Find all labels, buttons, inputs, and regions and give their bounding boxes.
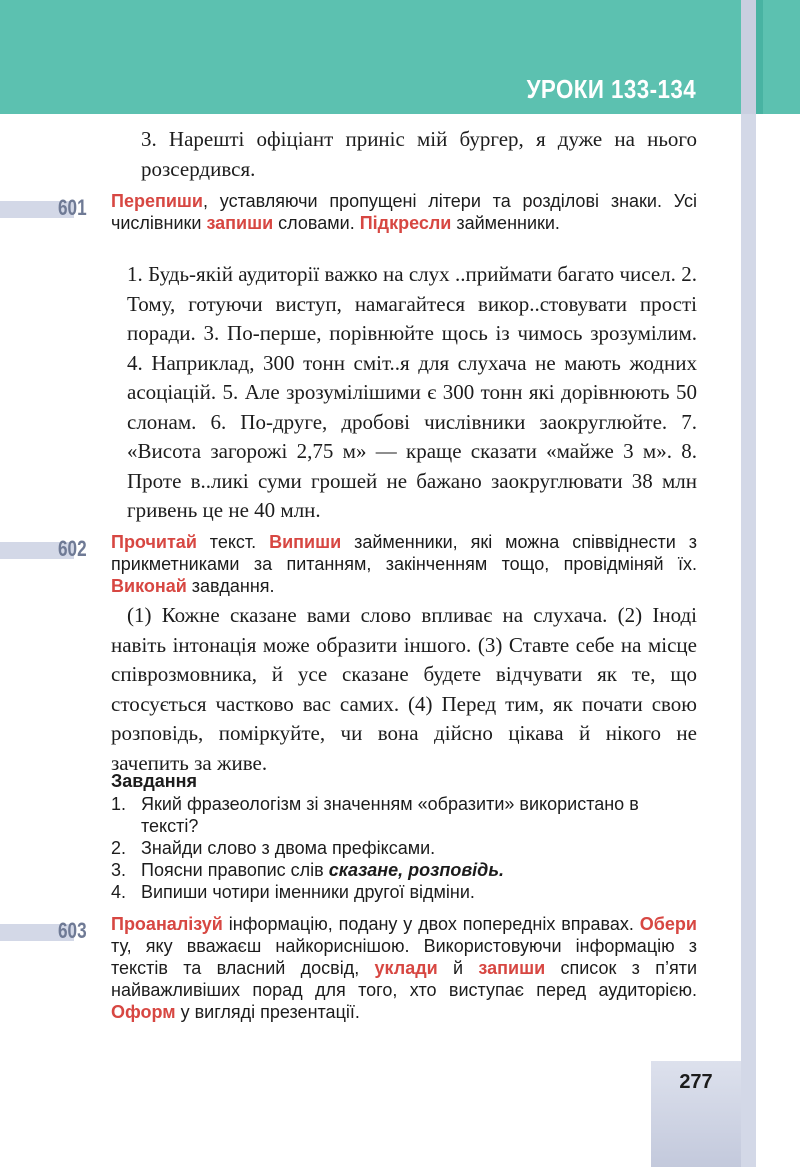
instruction-text: словами. — [273, 213, 360, 233]
instruction-text: ту, яку вважаєш найкориснішою. Використовуючи інформацію з текстів та власний досвід, — [111, 936, 697, 978]
verb-highlight: Оформ — [111, 1002, 176, 1022]
verb-highlight: Підкресли — [359, 213, 452, 233]
instruction-text: й — [437, 958, 479, 978]
lesson-title: УРОКИ 133-134 — [526, 74, 696, 104]
verb-highlight: уклади — [374, 958, 438, 978]
exercise-601-instruction — [111, 190, 697, 234]
exercise-603-number: 603 — [58, 918, 87, 943]
task-text — [141, 859, 697, 881]
instruction-text: , уставляючи пропущені літери та розділові знаки. Усі числівники — [111, 191, 697, 233]
side-margin-bar — [741, 114, 756, 1167]
exercise-602-number: 602 — [58, 536, 87, 561]
instruction-text: займенники. — [451, 213, 560, 233]
carryover-item: 3. Нарешті офіціант приніс мій бургер, я дуже на нього розсердився. — [141, 127, 697, 181]
task-text: Знайди слово з двома префіксами. — [141, 838, 436, 858]
page-number: 277 — [679, 1071, 713, 1093]
task-number: 1. — [111, 794, 127, 814]
exercise-602-instruction — [111, 531, 697, 597]
exercise-602-text: (1) Кожне сказане вами слово впливає на слухача. (2) Іноді навіть інтонація може образити іншого. (3) Ставте себе на місце співрозмовника, й усе сказане будете відчувати як те, що стосується частково вас самих. (4) Перед тим, як почати свою розповідь, поміркуйте, чи вона дійсно цікава й нікого не зачепить за живе. — [111, 603, 697, 775]
verb-highlight: Перепиши — [111, 191, 203, 211]
verb-highlight: Виконай — [111, 576, 187, 596]
header-stripe-teal — [756, 0, 763, 114]
task-emphasis: сказане, розповідь. — [328, 860, 505, 880]
task-text: Випиши чотири іменники другої відміни. — [141, 882, 475, 902]
task-item — [111, 793, 697, 837]
instruction-text: у вигляді презентації. — [175, 1002, 360, 1022]
verb-highlight: запиши — [206, 213, 274, 233]
instruction-text: текст. — [196, 532, 270, 552]
instruction-text: займенники, які можна співвіднести з прикметниками за питанням, закінченням тощо, провідміняй їх. — [111, 532, 698, 574]
exercise-601-number: 601 — [58, 195, 87, 220]
tasks-list — [111, 793, 697, 903]
tasks-title: Завдання — [111, 771, 198, 791]
instruction-text: інформацію, подану у двох попередніх вправах. — [222, 914, 640, 934]
task-text-plain: Поясни правопис слів — [141, 860, 329, 880]
task-number: 4. — [111, 882, 127, 902]
exercise-601-text: 1. Будь-якій аудиторії важко на слух ..приймати багато чисел. 2. Тому, готуючи виступ, намагайтеся викор..стовувати прості поради. 3. По-перше, порівнюйте щось із чимось зрозумілим. 4. Наприклад, 300 тонн сміт..я для слухача не мають жодних асоціацій. 5. Але зрозумілішими є 300 тонн які дорівнюють 50 слонам. 6. По-друге, дробові числівники заокруглюйте. 7. «Висота загорожі 2,75 м» — краще сказати «майже 3 м». 8. Проте в..ликі суми грошей не бажано заокруглювати 38 млн гривень це не 40 млн. — [127, 262, 697, 522]
task-number: 3. — [111, 860, 127, 880]
verb-highlight: Проаналізуй — [111, 914, 223, 934]
header-stripe-gray — [741, 0, 756, 114]
task-number: 2. — [111, 838, 127, 858]
task-item — [111, 859, 697, 881]
task-text: Який фразеологізм зі значенням «образити» використано в тексті? — [141, 794, 639, 836]
exercise-603-instruction — [111, 913, 697, 1023]
instruction-text: завдання. — [186, 576, 275, 596]
task-item — [111, 881, 697, 903]
verb-highlight: Прочитай — [111, 532, 197, 552]
task-item — [111, 837, 697, 859]
instruction-text: список з п’яти найважливіших порад для того, хто виступає перед аудиторією. — [111, 958, 698, 1000]
verb-highlight: Випиши — [269, 532, 342, 552]
verb-highlight: Обери — [639, 914, 697, 934]
verb-highlight: запиши — [478, 958, 546, 978]
